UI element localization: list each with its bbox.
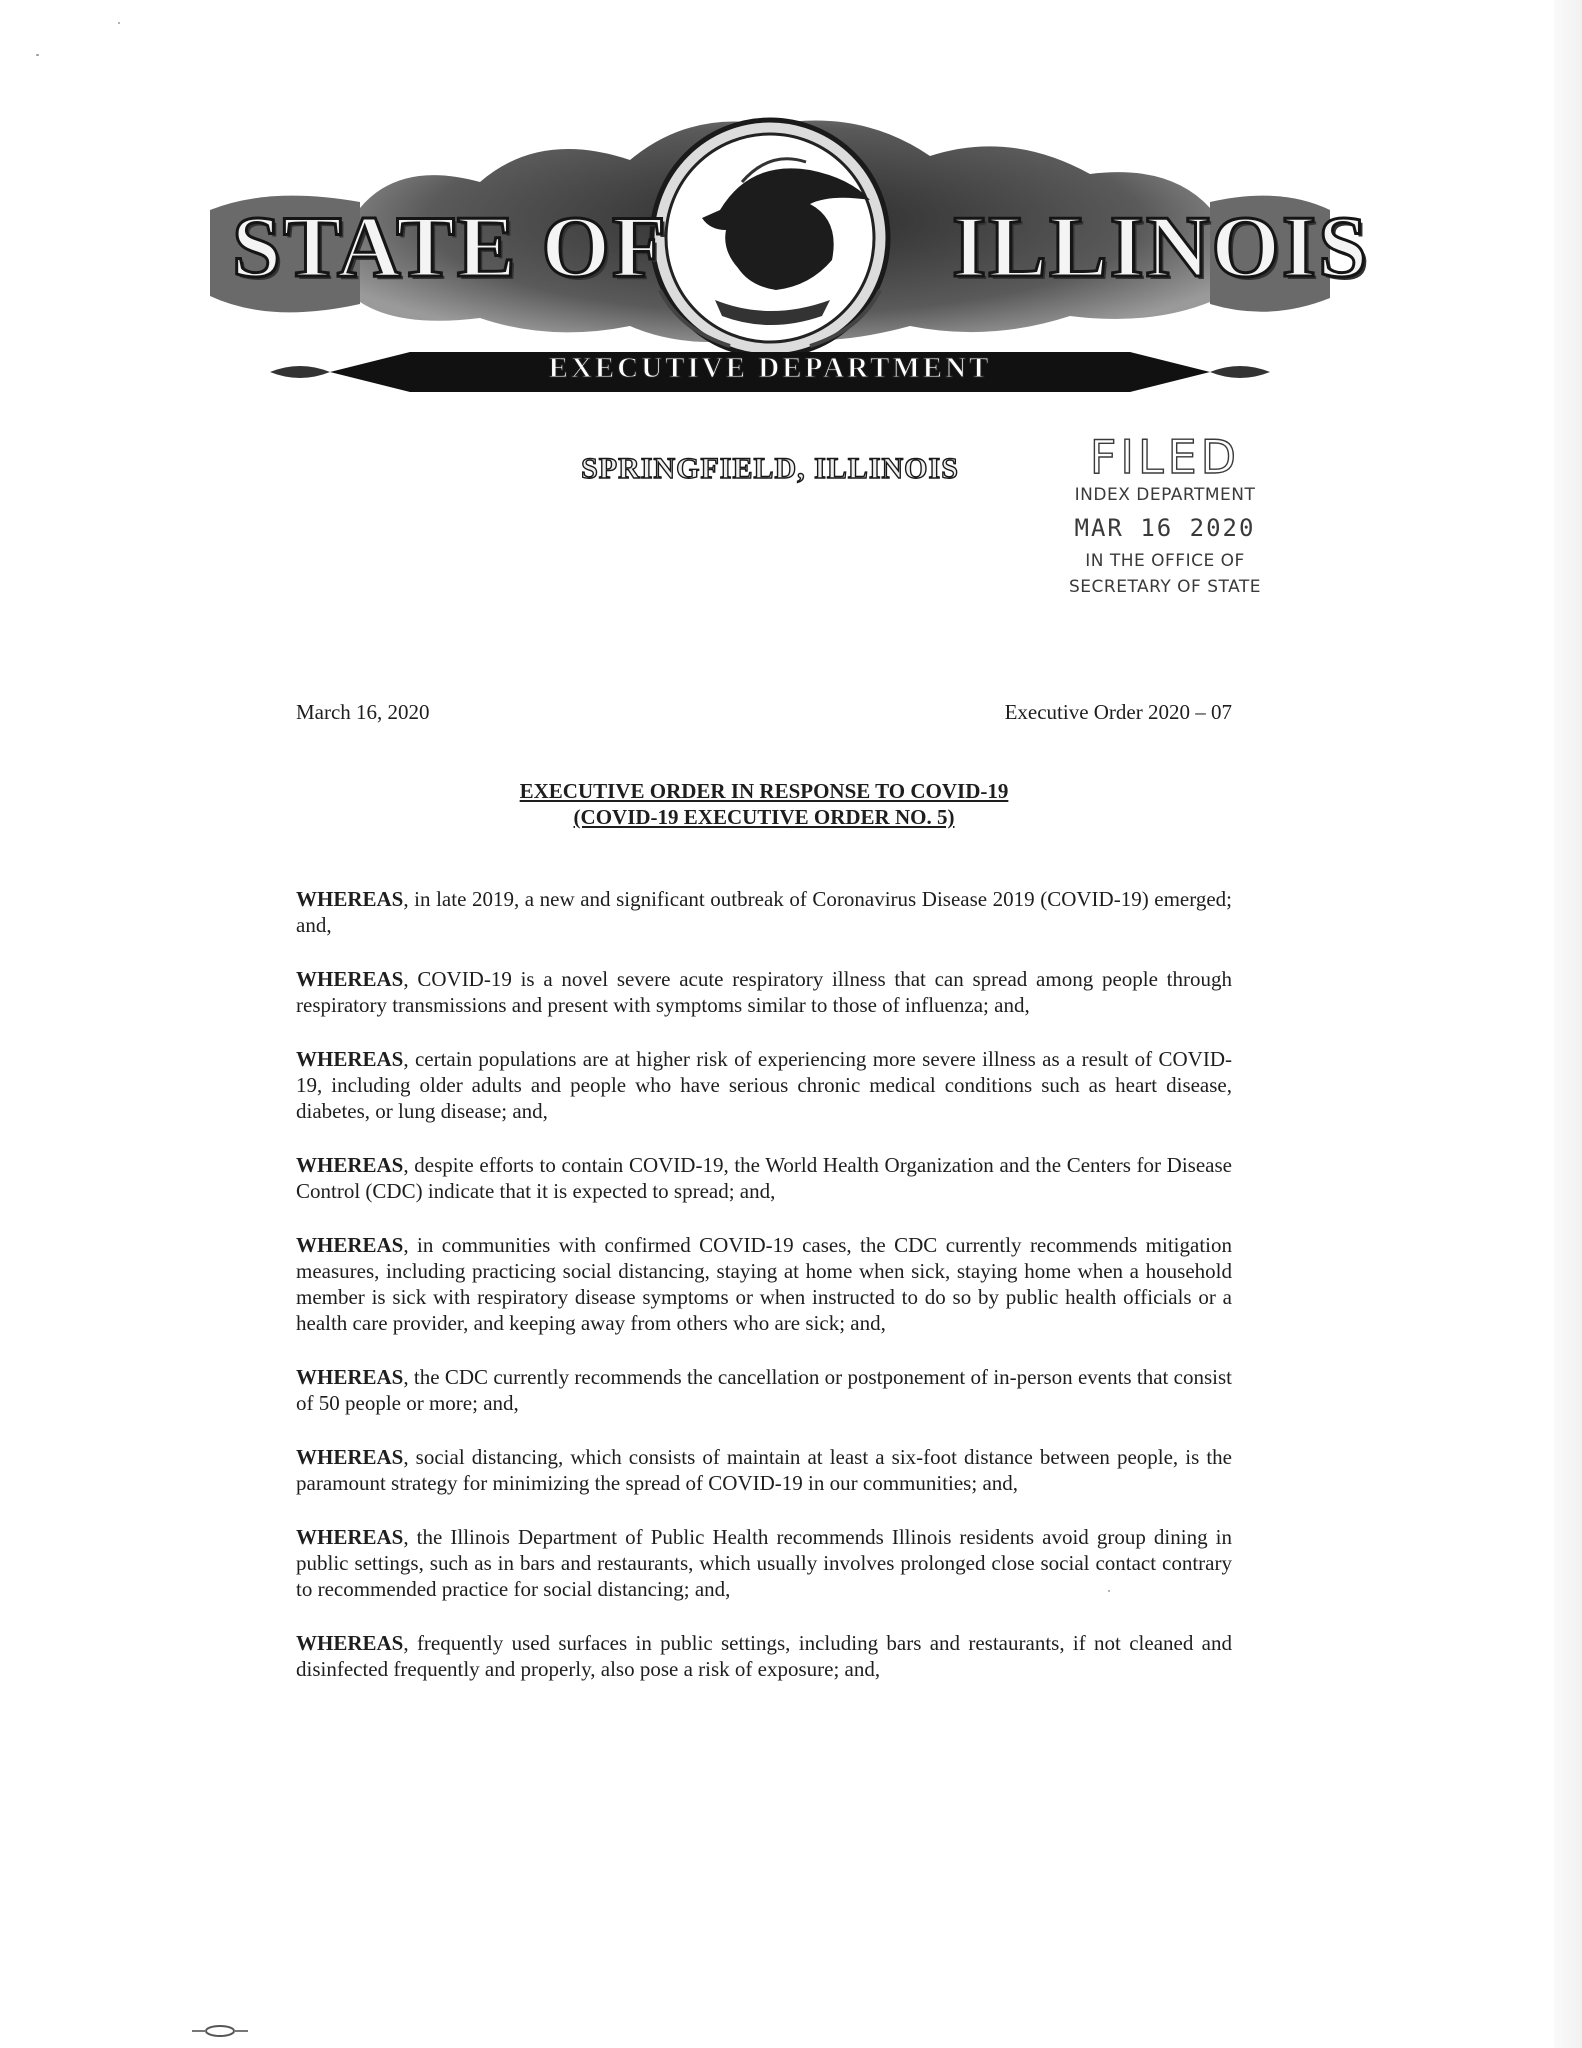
order-title-line2: (COVID-19 EXECUTIVE ORDER NO. 5): [573, 805, 955, 829]
stamp-office-line1: IN THE OFFICE OF: [1085, 551, 1245, 571]
clause-text: , despite efforts to contain COVID-19, the World Health Organization and the Centers for Disease Control (CDC) indicate that it is expected to spread; and,: [296, 1153, 1232, 1203]
letterhead-illinois: ILLINOIS: [952, 199, 1370, 296]
whereas-clause: [296, 1524, 1232, 1602]
whereas-clause: [296, 1232, 1232, 1336]
printer-mark-icon: [190, 2024, 250, 2038]
clause-keyword: WHEREAS: [296, 1153, 404, 1177]
scan-speck: [118, 22, 120, 24]
letterhead-department: EXECUTIVE DEPARTMENT: [548, 352, 992, 384]
stamp-department: INDEX DEPARTMENT: [1074, 485, 1256, 505]
scroll-right-flourish-icon: [1210, 366, 1270, 378]
clause-text: , certain populations are at higher risk of experiencing more severe illness as a result of COVID-19, including older adults and people who have serious chronic medical conditions such as heart disease, diabetes, or lung disease; and,: [296, 1047, 1232, 1123]
clause-keyword: WHEREAS: [296, 967, 404, 991]
order-title: [296, 778, 1232, 830]
whereas-clause: [296, 1364, 1232, 1416]
scan-speck: [36, 54, 39, 56]
scan-edge-shadow: [1554, 0, 1582, 2048]
clause-text: , frequently used surfaces in public settings, including bars and restaurants, if not cleaned and disinfected frequently and properly, also pose a risk of exposure; and,: [296, 1631, 1232, 1681]
clause-text: , COVID-19 is a novel severe acute respiratory illness that can spread among people through respiratory transmissions and present with symptoms similar to those of influenza; and,: [296, 967, 1232, 1017]
stamp-filed: FILED: [1089, 430, 1241, 484]
order-title-line1: EXECUTIVE ORDER IN RESPONSE TO COVID-19: [519, 779, 1009, 803]
clause-keyword: WHEREAS: [296, 1233, 404, 1257]
whereas-clause: [296, 966, 1232, 1018]
whereas-clause: [296, 886, 1232, 938]
whereas-clause: [296, 1046, 1232, 1124]
stamp-date: MAR 16 2020: [1074, 514, 1256, 542]
whereas-clause: [296, 1630, 1232, 1682]
order-date: March 16, 2020: [296, 700, 430, 724]
clause-keyword: WHEREAS: [296, 1525, 404, 1549]
clause-text: , in communities with confirmed COVID-19 cases, the CDC currently recommends mitigation measures, including practicing social distancing, staying at home when sick, staying home when a household member is sick with respiratory disease symptoms or when instructed to do so by public health officials or a health care provider, and keeping away from others who are sick; and,: [296, 1233, 1232, 1335]
filed-stamp: [1045, 432, 1285, 600]
stamp-office-line2: SECRETARY OF STATE: [1068, 577, 1261, 597]
clause-text: , in late 2019, a new and significant outbreak of Coronavirus Disease 2019 (COVID-19) emerged; and,: [296, 887, 1232, 937]
clause-text: , the Illinois Department of Public Health recommends Illinois residents avoid group dining in public settings, such as in bars and restaurants, which usually involves prolonged close social contact contrary to recommended practice for social distancing; and,: [296, 1525, 1232, 1601]
order-number: Executive Order 2020 – 07: [1004, 700, 1232, 724]
letterhead-state-of: STATE OF: [232, 199, 668, 296]
clause-keyword: WHEREAS: [296, 1047, 404, 1071]
clause-keyword: WHEREAS: [296, 1631, 404, 1655]
clause-text: , social distancing, which consists of maintain at least a six-foot distance between people, is the paramount strategy for minimizing the spread of COVID-19 in our communities; and,: [296, 1445, 1232, 1495]
clause-text: , the CDC currently recommends the cancellation or postponement of in-person events that consist of 50 people or more; and,: [296, 1365, 1232, 1415]
whereas-clause: [296, 1444, 1232, 1496]
clause-keyword: WHEREAS: [296, 1365, 404, 1389]
scroll-left-flourish-icon: [270, 366, 330, 378]
whereas-clauses: [296, 886, 1232, 1710]
clause-keyword: WHEREAS: [296, 887, 404, 911]
clause-keyword: WHEREAS: [296, 1445, 404, 1469]
letterhead-city: SPRINGFIELD, ILLINOIS: [581, 452, 959, 485]
whereas-clause: [296, 1152, 1232, 1204]
